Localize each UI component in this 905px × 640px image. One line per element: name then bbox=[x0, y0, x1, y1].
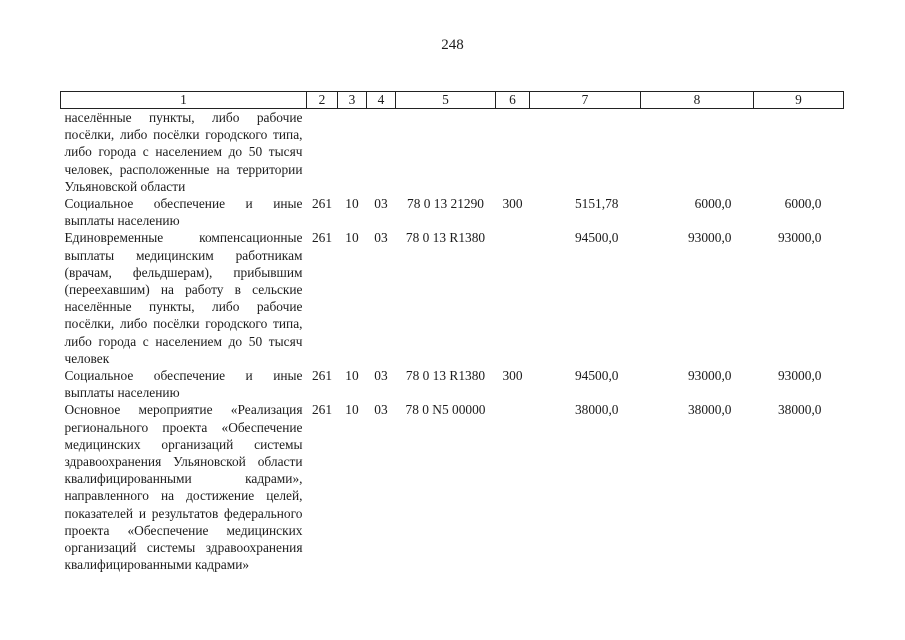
row-ministry-code: 261 bbox=[311, 402, 333, 418]
table-body bbox=[61, 109, 844, 574]
row-amount-col9: 93000,0 bbox=[777, 230, 822, 246]
row-target-article: 78 0 13 R1380 bbox=[405, 368, 486, 384]
row-amount-col8: 6000,0 bbox=[694, 196, 732, 212]
row-name: Социальное обеспечение и иные выплаты населению bbox=[64, 196, 303, 229]
row-amount-col8: 93000,0 bbox=[687, 368, 732, 384]
row-name: населённые пункты, либо рабочие посёлки, либо посёлки городского типа, либо города с населением до 50 тысяч человек, расположенные на территории Ульяновской области bbox=[64, 110, 303, 194]
row-amount-col9 bbox=[754, 109, 844, 196]
budget-table bbox=[60, 91, 844, 573]
row-ministry-code: 261 bbox=[311, 230, 333, 246]
header-col-7: 7 bbox=[530, 92, 641, 109]
row-section: 10 bbox=[345, 402, 359, 418]
row-amount-col8 bbox=[641, 109, 754, 196]
row-amount-col7: 5151,78 bbox=[574, 196, 619, 212]
row-subsection: 03 bbox=[374, 402, 388, 418]
row-amount-col9: 93000,0 bbox=[777, 368, 822, 384]
row-target-article bbox=[396, 109, 496, 196]
table-row bbox=[61, 109, 844, 196]
header-col-5: 5 bbox=[396, 92, 496, 109]
row-amount-col9: 6000,0 bbox=[784, 196, 822, 212]
header-col-6: 6 bbox=[496, 92, 530, 109]
row-amount-col7: 94500,0 bbox=[574, 230, 619, 246]
page-number: 248 bbox=[441, 37, 464, 53]
row-ministry-code: 261 bbox=[311, 368, 333, 384]
row-expense-type: 300 bbox=[502, 196, 523, 212]
row-amount-col8: 93000,0 bbox=[687, 230, 732, 246]
table-row bbox=[61, 195, 844, 229]
row-section bbox=[338, 109, 367, 196]
row-name: Основное мероприятие «Реализация регионального проекта «Обеспечение медицинских организаций системы здравоохранения Ульяновской области квалифицированными кадрами», направленного на достижение целей, показателей и результатов федерального проекта «Обеспечение медицинских организаций системы здравоохранения квалифицированными кадрами» bbox=[64, 402, 303, 573]
row-subsection: 03 bbox=[374, 196, 388, 212]
row-ministry-code bbox=[307, 109, 338, 196]
row-amount-col7: 94500,0 bbox=[574, 368, 619, 384]
header-col-4: 4 bbox=[367, 92, 396, 109]
row-section: 10 bbox=[345, 230, 359, 246]
row-amount-col7: 38000,0 bbox=[574, 402, 619, 418]
row-section: 10 bbox=[345, 368, 359, 384]
row-subsection bbox=[367, 109, 396, 196]
row-expense-type: 300 bbox=[502, 368, 523, 384]
row-target-article: 78 0 13 21290 bbox=[407, 196, 484, 212]
row-subsection: 03 bbox=[374, 230, 388, 246]
table-row bbox=[61, 367, 844, 401]
row-amount-col8: 38000,0 bbox=[687, 402, 732, 418]
row-subsection: 03 bbox=[374, 368, 388, 384]
table-row bbox=[61, 401, 844, 573]
header-col-1: 1 bbox=[61, 92, 307, 109]
budget-table-container bbox=[60, 91, 843, 573]
row-amount-col9: 38000,0 bbox=[777, 402, 822, 418]
header-row bbox=[61, 92, 844, 109]
row-expense-type bbox=[496, 401, 530, 573]
row-expense-type bbox=[496, 109, 530, 196]
table-row bbox=[61, 229, 844, 367]
row-expense-type bbox=[496, 229, 530, 367]
row-target-article: 78 0 13 R1380 bbox=[405, 230, 486, 246]
header-col-2: 2 bbox=[307, 92, 338, 109]
row-name: Социальное обеспечение и иные выплаты населению bbox=[64, 368, 303, 401]
row-ministry-code: 261 bbox=[311, 196, 333, 212]
row-section: 10 bbox=[345, 196, 359, 212]
table-header bbox=[61, 92, 844, 109]
header-col-8: 8 bbox=[641, 92, 754, 109]
header-col-3: 3 bbox=[338, 92, 367, 109]
row-name: Единовременные компенсационные выплаты медицинским работникам (врачам, фельдшерам), прибывшим (переехавшим) на работу в сельские населённые пункты, либо рабочие посёлки, либо посёлки городского типа, либо города с населением до 50 тысяч человек bbox=[64, 230, 303, 366]
row-target-article: 78 0 N5 00000 bbox=[405, 402, 486, 418]
header-col-9: 9 bbox=[754, 92, 844, 109]
row-amount-col7 bbox=[530, 109, 641, 196]
